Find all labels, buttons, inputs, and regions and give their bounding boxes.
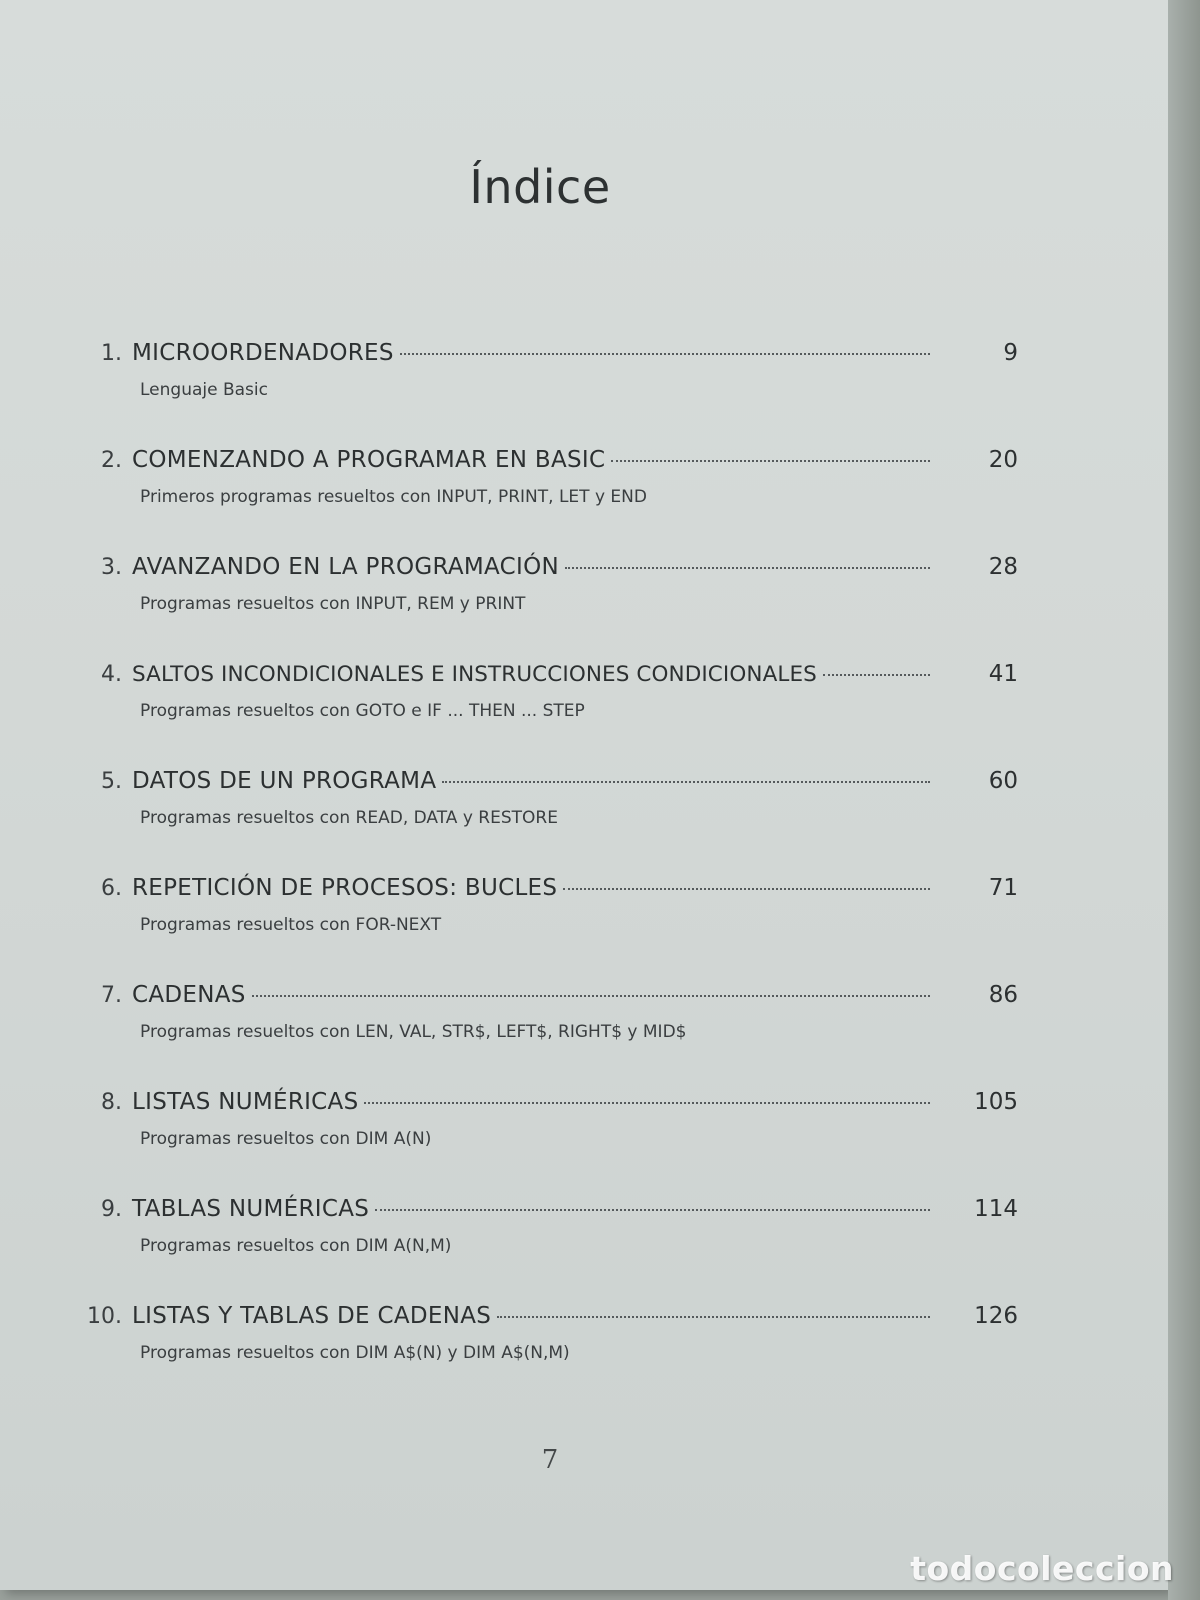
entry-page: 28 bbox=[988, 554, 1018, 580]
entry-page: 71 bbox=[988, 875, 1018, 901]
entry-title: CADENAS bbox=[132, 982, 246, 1008]
watermark-logo: todocoleccion bbox=[910, 1549, 1174, 1588]
dot-leader bbox=[497, 1316, 930, 1318]
entry-subtitle: Programas resueltos con LEN, VAL, STR$, LEFT$, RIGHT$ y MID$ bbox=[140, 1022, 687, 1042]
dot-leader bbox=[442, 781, 930, 783]
entry-number: 4. bbox=[101, 662, 122, 687]
entry-title: COMENZANDO A PROGRAMAR EN BASIC bbox=[132, 447, 606, 473]
toc-entry bbox=[68, 447, 1018, 554]
entry-page: 20 bbox=[988, 447, 1018, 473]
toc-entry bbox=[68, 982, 1018, 1089]
entry-subtitle: Programas resueltos con DIM A(N,M) bbox=[140, 1236, 452, 1256]
toc-entry bbox=[68, 1196, 1018, 1303]
entry-title: DATOS DE UN PROGRAMA bbox=[132, 768, 437, 794]
page-number: 7 bbox=[541, 1445, 559, 1475]
dot-leader bbox=[823, 674, 930, 676]
dot-leader bbox=[565, 567, 930, 569]
entry-page: 86 bbox=[988, 982, 1018, 1008]
entry-number: 5. bbox=[101, 769, 122, 794]
entry-title: MICROORDENADORES bbox=[132, 340, 394, 366]
dot-leader bbox=[252, 995, 930, 997]
entry-title: LISTAS Y TABLAS DE CADENAS bbox=[132, 1303, 492, 1329]
toc-entry bbox=[68, 768, 1018, 875]
toc-entry bbox=[68, 1303, 1018, 1410]
entry-number: 9. bbox=[101, 1197, 122, 1222]
entry-number: 2. bbox=[101, 448, 122, 473]
table-of-contents bbox=[68, 340, 1018, 1410]
entry-page: 114 bbox=[974, 1196, 1018, 1222]
page-title: Índice bbox=[469, 160, 611, 214]
entry-number: 10. bbox=[87, 1304, 122, 1329]
dot-leader bbox=[400, 353, 930, 355]
entry-title: TABLAS NUMÉRICAS bbox=[132, 1196, 370, 1222]
entry-title: SALTOS INCONDICIONALES E INSTRUCCIONES CONDICIONALES bbox=[132, 662, 817, 687]
entry-subtitle: Programas resueltos con DIM A(N) bbox=[140, 1129, 432, 1149]
toc-entry bbox=[68, 1089, 1018, 1196]
toc-entry bbox=[68, 340, 1018, 447]
entry-subtitle: Programas resueltos con GOTO e IF ... THEN ... STEP bbox=[140, 701, 585, 721]
entry-subtitle: Programas resueltos con FOR-NEXT bbox=[140, 915, 442, 935]
entry-number: 8. bbox=[101, 1090, 122, 1115]
page-edge-shadow bbox=[1168, 0, 1200, 1600]
toc-entry bbox=[68, 875, 1018, 982]
entry-subtitle: Programas resueltos con INPUT, REM y PRINT bbox=[140, 594, 526, 614]
dot-leader bbox=[611, 460, 930, 462]
entry-number: 6. bbox=[101, 876, 122, 901]
dot-leader bbox=[375, 1209, 930, 1211]
dot-leader bbox=[563, 888, 930, 890]
entry-title: REPETICIÓN DE PROCESOS: BUCLES bbox=[132, 875, 558, 901]
entry-page: 105 bbox=[974, 1089, 1018, 1115]
toc-entry bbox=[68, 554, 1018, 661]
entry-subtitle: Lenguaje Basic bbox=[140, 380, 268, 400]
entry-page: 41 bbox=[988, 661, 1018, 687]
entry-page: 126 bbox=[974, 1303, 1018, 1329]
entry-number: 1. bbox=[101, 341, 122, 366]
entry-page: 60 bbox=[988, 768, 1018, 794]
entry-subtitle: Primeros programas resueltos con INPUT, PRINT, LET y END bbox=[140, 487, 647, 507]
dot-leader bbox=[364, 1102, 930, 1104]
entry-page: 9 bbox=[1003, 340, 1018, 366]
toc-entry bbox=[68, 661, 1018, 768]
entry-number: 7. bbox=[101, 983, 122, 1008]
entry-title: AVANZANDO EN LA PROGRAMACIÓN bbox=[132, 554, 560, 580]
entry-subtitle: Programas resueltos con DIM A$(N) y DIM A$(N,M) bbox=[140, 1343, 570, 1363]
entry-title: LISTAS NUMÉRICAS bbox=[132, 1089, 359, 1115]
entry-number: 3. bbox=[101, 555, 122, 580]
entry-subtitle: Programas resueltos con READ, DATA y RESTORE bbox=[140, 808, 558, 828]
